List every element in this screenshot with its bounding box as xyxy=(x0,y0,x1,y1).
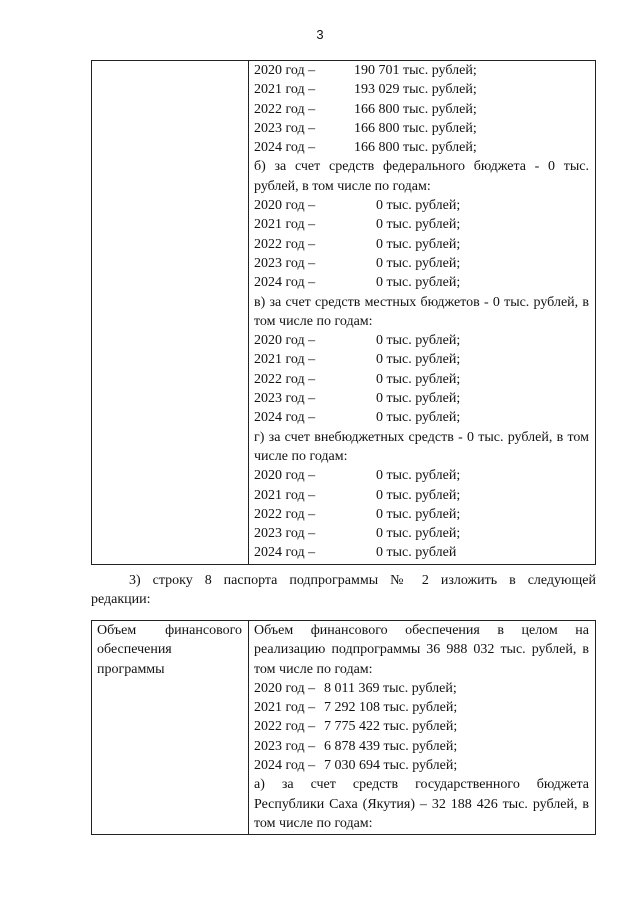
year-line: 2022 год – 0 тыс. рублей; xyxy=(254,506,461,522)
table-row xyxy=(92,61,596,565)
year-line: 2024 год – 166 800 тыс. рублей; xyxy=(254,140,477,156)
table-cell-empty xyxy=(92,61,249,565)
year-line: 2021 год – 0 тыс. рублей; xyxy=(254,217,461,233)
year-line: 2022 год – 7 775 422 тыс. рублей; xyxy=(254,719,458,735)
year-line: 2021 год – 0 тыс. рублей; xyxy=(254,352,461,368)
funding-intro: Объем финансового обеспечения в целом на реализацию подпрограммы 36 988 032 тыс. рублей, в том числе по годам: xyxy=(254,623,589,677)
year-line: 2024 год – 7 030 694 тыс. рублей; xyxy=(254,758,458,774)
table-cell-funding xyxy=(249,61,596,565)
offbudget-heading: г) за счет внебюджетных средств - 0 тыс. рублей, в том числе по годам: xyxy=(254,429,589,464)
year-line: 2021 год – 7 292 108 тыс. рублей; xyxy=(254,700,458,716)
funding-table-continued xyxy=(91,60,596,565)
year-line: 2022 год – 0 тыс. рублей; xyxy=(254,236,461,252)
year-line: 2020 год – 0 тыс. рублей; xyxy=(254,468,461,484)
page-number: 3 xyxy=(316,27,324,42)
year-line: 2023 год – 166 800 тыс. рублей; xyxy=(254,120,477,136)
year-line: 2023 год – 0 тыс. рублей; xyxy=(254,255,461,271)
year-line: 2024 год – 0 тыс. рублей; xyxy=(254,275,461,291)
year-line: 2020 год – 0 тыс. рублей; xyxy=(254,333,461,349)
year-line: 2023 год – 6 878 439 тыс. рублей; xyxy=(254,738,458,754)
year-line: 2021 год – 0 тыс. рублей; xyxy=(254,487,461,503)
funding-table xyxy=(91,620,596,835)
year-line: 2020 год – 0 тыс. рублей; xyxy=(254,198,461,214)
instruction-paragraph: 3) строку 8 паспорта подпрограммы № 2 изложить в следующей редакции: xyxy=(91,573,596,608)
table-row xyxy=(92,621,596,835)
year-line: 2024 год – 0 тыс. рублей xyxy=(254,545,457,561)
year-line: 2024 год – 0 тыс. рублей; xyxy=(254,410,461,426)
year-line: 2020 год – 8 011 369 тыс. рублей; xyxy=(254,680,457,696)
year-line: 2022 год – 166 800 тыс. рублей; xyxy=(254,101,477,117)
table-cell-label: Объем финансового обеспечения программы xyxy=(92,621,249,835)
state-budget-heading: а) за счет средств государственного бюджета Республики Саха (Якутия) – 32 188 426 тыс. рублей, в том числе по годам: xyxy=(254,777,589,831)
federal-heading: б) за счет средств федерального бюджета - 0 тыс. рублей, в том числе по годам: xyxy=(254,159,589,194)
year-line: 2021 год – 193 029 тыс. рублей; xyxy=(254,82,477,98)
year-line: 2023 год – 0 тыс. рублей; xyxy=(254,391,461,407)
year-line: 2022 год – 0 тыс. рублей; xyxy=(254,371,461,387)
local-heading: в) за счет средств местных бюджетов - 0 тыс. рублей, в том числе по годам: xyxy=(254,294,589,329)
table-cell-funding xyxy=(249,621,596,835)
year-line: 2020 год – 190 701 тыс. рублей; xyxy=(254,63,477,78)
year-line: 2023 год – 0 тыс. рублей; xyxy=(254,526,461,542)
